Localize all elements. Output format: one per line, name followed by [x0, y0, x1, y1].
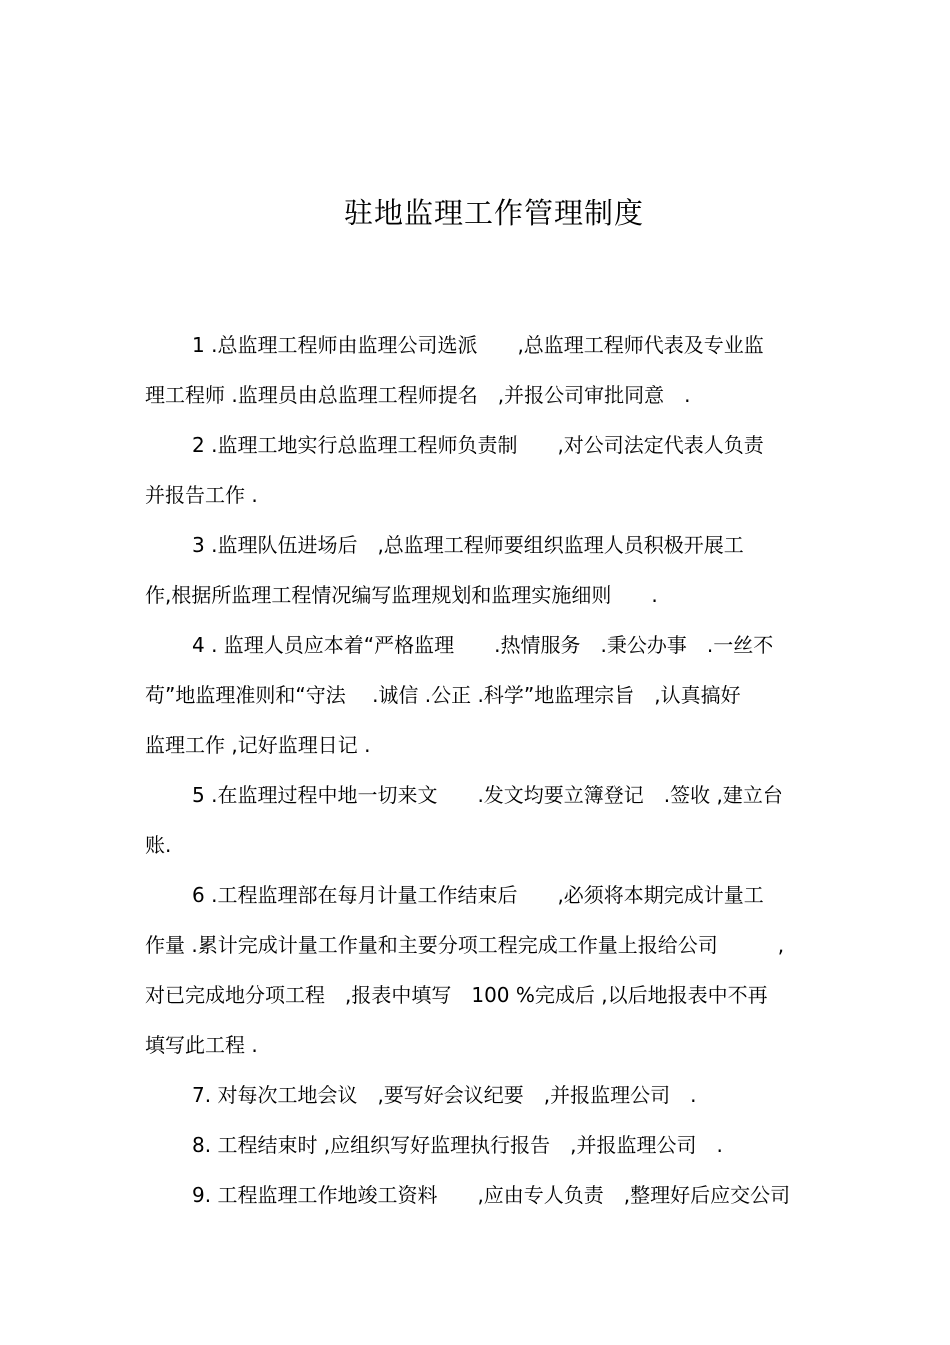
paragraph-line: 作,根据所监理工程情况编写监理规划和监理实施细则 . [145, 583, 658, 607]
paragraph-line: 对已完成地分项工程 ,报表中填写 100 %完成后 ,以后地报表中不再 [145, 983, 768, 1007]
document-title: 驻地监理工作管理制度 [343, 196, 644, 230]
paragraph-line: 监理工作 ,记好监理日记 . [145, 733, 371, 757]
paragraph-line: 并报告工作 . [145, 483, 258, 507]
paragraph-line: 填写此工程 . [145, 1033, 258, 1057]
paragraph-line: 2 .监理工地实行总监理工程师负责制 ,对公司法定代表人负责 [192, 433, 764, 457]
paragraph-line: 账. [145, 833, 172, 857]
paragraph-line: 作量 .累计完成计量工作量和主要分项工程完成工作量上报给公司 , [145, 933, 785, 957]
paragraph-line: 6 .工程监理部在每月计量工作结束后 ,必须将本期完成计量工 [192, 883, 764, 907]
paragraph-line: 苟”地监理准则和“守法 .诚信 .公正 .科学”地监理宗旨 ,认真搞好 [145, 683, 741, 707]
paragraph-line: 1 .总监理工程师由监理公司选派 ,总监理工程师代表及专业监 [192, 333, 764, 357]
paragraph-line: 4 . 监理人员应本着“严格监理 .热情服务 .秉公办事 .一丝不 [192, 633, 774, 657]
paragraph-line: 9. 工程监理工作地竣工资料 ,应由专人负责 ,整理好后应交公司 [192, 1183, 791, 1207]
paragraph-line: 理工程师 .监理员由总监理工程师提名 ,并报公司审批同意 . [145, 383, 691, 407]
paragraph-line: 3 .监理队伍进场后 ,总监理工程师要组织监理人员积极开展工 [192, 533, 744, 557]
paragraph-line: 5 .在监理过程中地一切来文 .发文均要立簿登记 .签收 ,建立台 [192, 783, 783, 807]
paragraph-line: 8. 工程结束时 ,应组织写好监理执行报告 ,并报监理公司 . [192, 1133, 723, 1157]
paragraph-line: 7. 对每次工地会议 ,要写好会议纪要 ,并报监理公司 . [192, 1083, 697, 1107]
